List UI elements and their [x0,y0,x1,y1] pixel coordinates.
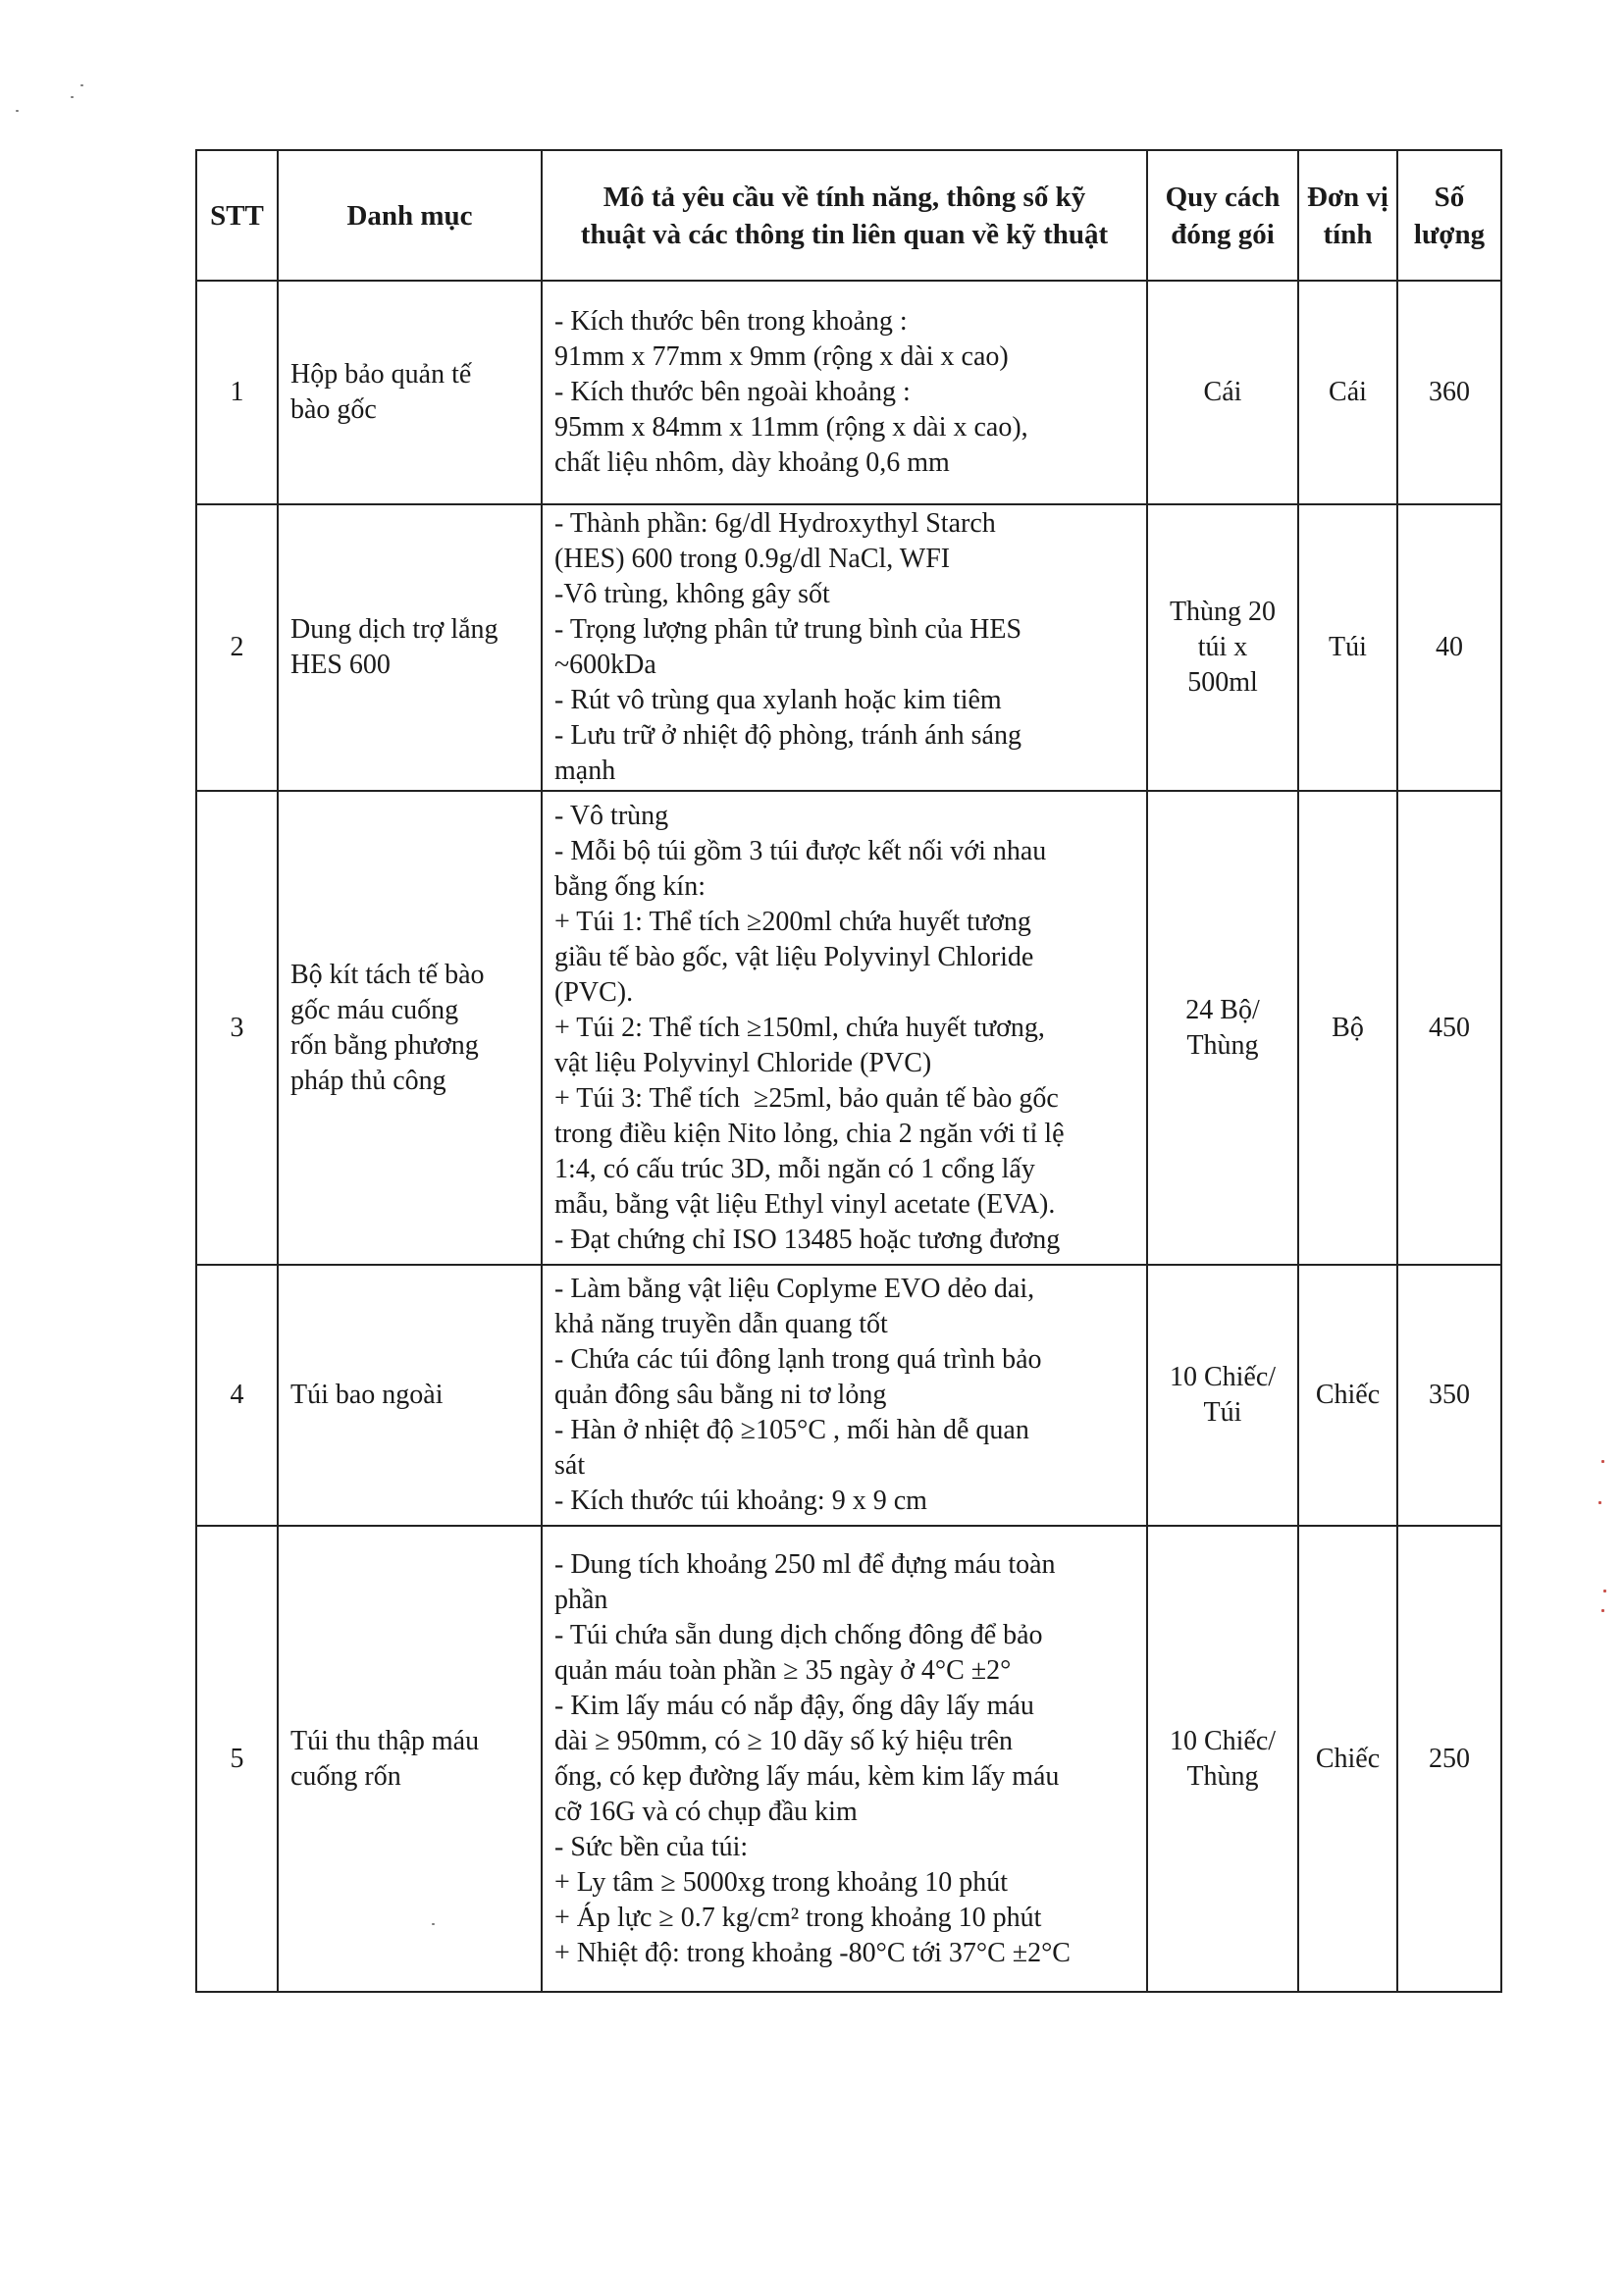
description-line: ống, có kẹp đường lấy máu, kèm kim lấy máu [554,1760,1060,1792]
description-line: - Túi chứa sẵn dung dịch chống đông để bảo [554,1619,1043,1650]
row-description [542,791,1147,1265]
description-line: mạnh [554,756,616,786]
description-line: + Túi 1: Thể tích ≥200ml chứa huyết tương [554,906,1031,937]
description-line: + Túi 3: Thể tích ≥25ml, bảo quản tế bào gốc [554,1082,1059,1114]
row-unit [1298,1265,1397,1526]
row-quantity: 450 [1397,791,1501,1265]
name-line: Túi bao ngoài [290,1380,444,1410]
row-stt: 4 [196,1265,278,1526]
description-line: phần [554,1584,608,1615]
header-row [196,150,1501,281]
unit-line: Bộ [1332,1012,1364,1043]
row-quantity: 360 [1397,281,1501,504]
description-line: - Hàn ở nhiệt độ ≥105°C , mối hàn dễ quan [554,1415,1029,1445]
packaging-line: Thùng [1186,1760,1259,1792]
table-row [196,281,1501,504]
row-unit [1298,791,1397,1265]
row-unit [1298,1526,1397,1992]
name-line: cuống rốn [290,1760,401,1792]
description-line: trong điều kiện Nito lỏng, chia 2 ngăn với tỉ lệ [554,1118,1065,1149]
description-line: - Kích thước bên ngoài khoảng : [554,377,911,407]
row-description [542,1526,1147,1992]
description-line: khả năng truyền dẫn quang tốt [554,1309,888,1339]
name-line: Hộp bảo quản tế [290,359,472,390]
description-line: + Nhiệt độ: trong khoảng -80°C tới 37°C ±2°C [554,1937,1071,1968]
description-line: quản máu toàn phần ≥ 35 ngày ở 4°C ±2° [554,1654,1012,1686]
description-line: - Sức bền của túi: [554,1831,749,1862]
description-line: 1:4, có cấu trúc 3D, mỗi ngăn có 1 cổng lấy [554,1153,1035,1184]
packaging-line: 10 Chiếc/ [1169,1362,1277,1392]
header-description: Mô tả yêu cầu về tính năng, thông số kỹ thuật và các thông tin liên quan về kỹ thuật [542,150,1147,281]
description-line: quản đông sâu bằng ni tơ lỏng [554,1380,887,1410]
description-line: - Kích thước bên trong khoảng : [554,306,908,337]
description-line: - Làm bằng vật liệu Coplyme EVO dẻo dai, [554,1274,1035,1304]
description-line: chất liệu nhôm, dày khoảng 0,6 mm [554,447,950,478]
header-stt: STT [196,150,278,281]
row-quantity: 250 [1397,1526,1501,1992]
row-packaging [1147,504,1298,791]
description-line: vật liệu Polyvinyl Chloride (PVC) [554,1047,932,1078]
description-line: - Trọng lượng phân tử trung bình của HES [554,614,1022,645]
description-line: - Thành phần: 6g/dl Hydroxythyl Starch [554,508,996,539]
packaging-line: Thùng [1186,1029,1259,1061]
description-line: ~600kDa [554,650,656,680]
header-quantity: Số lượng [1397,150,1501,281]
description-line: -Vô trùng, không gây sốt [554,579,830,609]
unit-line: Túi [1329,632,1367,662]
scan-speck [80,84,83,86]
packaging-line: Túi [1203,1397,1242,1428]
row-packaging [1147,1265,1298,1526]
unit-line: Chiếc [1315,1380,1381,1410]
row-unit [1298,504,1397,791]
header-category: Danh mục [278,150,542,281]
row-unit [1298,281,1397,504]
description-line: - Rút vô trùng qua xylanh hoặc kim tiêm [554,685,1002,715]
row-name [278,504,542,791]
description-line: - Dung tích khoảng 250 ml để đựng máu toàn [554,1548,1056,1580]
description-line: - Lưu trữ ở nhiệt độ phòng, tránh ánh sáng [554,720,1021,751]
description-line: + Túi 2: Thể tích ≥150ml, chứa huyết tương, [554,1012,1045,1043]
name-line: pháp thủ công [290,1065,446,1096]
row-quantity: 40 [1397,504,1501,791]
name-line: gốc máu cuống [290,994,459,1025]
packaging-line: 24 Bộ/ [1185,994,1260,1025]
row-stt: 3 [196,791,278,1265]
row-packaging [1147,1526,1298,1992]
header-unit: Đơn vị tính [1298,150,1397,281]
description-line: - Kim lấy máu có nắp đậy, ống dây lấy máu [554,1690,1034,1721]
description-line: giầu tế bào gốc, vật liệu Polyvinyl Chloride [554,941,1034,972]
name-line: Bộ kít tách tế bào [290,959,485,990]
unit-line: Cái [1329,377,1367,407]
packaging-line: 500ml [1187,667,1258,698]
row-stt: 2 [196,504,278,791]
description-line: + Ly tâm ≥ 5000xg trong khoảng 10 phút [554,1866,1009,1898]
name-line: HES 600 [290,650,391,680]
scan-mark [1601,1460,1604,1463]
row-description [542,1265,1147,1526]
scan-speck [71,96,74,98]
row-name [278,1526,542,1992]
description-line: - Mỗi bộ túi gồm 3 túi được kết nối với nhau [554,835,1047,866]
packaging-line: túi x [1197,632,1248,662]
table-row [196,791,1501,1265]
scan-mark [1598,1501,1601,1504]
table-row [196,1526,1501,1992]
scan-mark [1603,1590,1606,1592]
description-line: + Áp lực ≥ 0.7 kg/cm² trong khoảng 10 phút [554,1902,1042,1933]
packaging-line: 10 Chiếc/ [1169,1725,1277,1756]
row-name [278,791,542,1265]
row-quantity: 350 [1397,1265,1501,1526]
name-line: rốn bằng phương [290,1029,479,1061]
row-description [542,504,1147,791]
row-name [278,1265,542,1526]
description-line: (HES) 600 trong 0.9g/dl NaCl, WFI [554,544,951,574]
description-line: sát [554,1450,586,1481]
table-row [196,1265,1501,1526]
description-line: - Đạt chứng chỉ ISO 13485 hoặc tương đương [554,1224,1061,1255]
description-line: 91mm x 77mm x 9mm (rộng x dài x cao) [554,341,1009,372]
name-line: Túi thu thập máu [290,1725,480,1756]
description-line: dài ≥ 950mm, có ≥ 10 dãy số ký hiệu trên [554,1725,1013,1756]
table-row [196,504,1501,791]
packaging-line: Cái [1203,377,1242,407]
specification-table [195,149,1502,1993]
description-line: - Vô trùng [554,800,669,831]
name-line: bào gốc [290,394,377,425]
description-line: - Kích thước túi khoảng: 9 x 9 cm [554,1486,927,1516]
row-description [542,281,1147,504]
row-stt: 1 [196,281,278,504]
row-packaging [1147,281,1298,504]
description-line: - Chứa các túi đông lạnh trong quá trình bảo [554,1344,1042,1375]
description-line: mẫu, bằng vật liệu Ethyl vinyl acetate (EVA). [554,1188,1056,1220]
description-line: (PVC). [554,976,634,1008]
scan-speck [16,110,19,112]
header-packaging: Quy cách đóng gói [1147,150,1298,281]
row-packaging [1147,791,1298,1265]
packaging-line: Thùng 20 [1169,597,1277,627]
description-line: cỡ 16G và có chụp đầu kim [554,1796,858,1827]
row-name [278,281,542,504]
description-line: 95mm x 84mm x 11mm (rộng x dài x cao), [554,412,1028,443]
unit-line: Chiếc [1315,1743,1381,1774]
scan-mark [1601,1609,1604,1612]
name-line: Dung dịch trợ lắng [290,614,498,645]
description-line: bằng ống kín: [554,870,706,902]
row-stt: 5 [196,1526,278,1992]
